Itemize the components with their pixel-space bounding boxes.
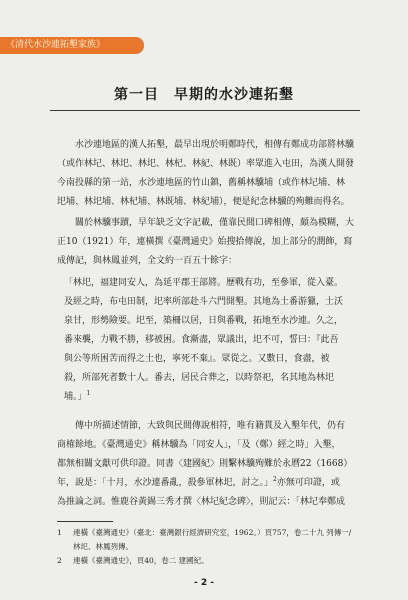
footnote-1-continuation [57, 540, 387, 554]
quote-line: 殺，所部死者數十人。番去，居民合葬之，以時祭祀，名其地為林圯 [64, 373, 335, 383]
footnote-ref-2: 2 [273, 476, 277, 483]
quote-line: 及經之時，布屯田制，圯率所部赴斗六門開墾。其地為土番游獵，土沃 [64, 297, 344, 307]
section-title: 第一目 早期的水沙連拓墾 [114, 87, 294, 103]
line-text-after-note: 亦無可印證，或 [276, 478, 340, 488]
footnotes [57, 526, 387, 568]
paragraph-line: 成傳記，與林鳳並列，全文約一百五十餘字： [57, 256, 238, 266]
block-quote [64, 274, 356, 407]
quote-line: 「林圯，福建同安人，為延平郡王部將。歷戰有功，至參軍，從入臺。 [64, 278, 344, 288]
paragraph-line: 都無相關文獻可供印證。同書〈建國紀〉則繫林驥殉難於永曆22（1668） [57, 459, 353, 469]
footnote-number: 2 [57, 556, 62, 565]
quote-closing-text: 埔。」 [64, 392, 87, 402]
title-underline-divider [50, 110, 360, 111]
footnote-divider [57, 521, 113, 522]
book-title-tab [0, 37, 144, 54]
footnote-ref-1: 1 [86, 390, 91, 397]
quote-line: 番來襲，力戰不勝，移被困。食漸盡，眾議出，圯不可，誓曰：『此吾 [64, 335, 339, 345]
paragraph-line [57, 474, 357, 493]
paragraph-3 [57, 417, 357, 512]
paragraph-2 [57, 214, 357, 271]
paragraph-line: 正10（1921）年，連橫撰《臺灣通史》始搜拾傳說，加上部分的潤飾，寫 [57, 237, 353, 247]
footnote-1 [57, 526, 387, 540]
footnote-text: 連橫《臺灣通史》，頁40，卷二 建國紀。 [73, 556, 209, 565]
paragraph-line: 關於林驥事蹟，早年缺乏文字記載，僅靠民間口碑相傳，頗為模糊，大 [75, 218, 355, 228]
paragraph-line: 圯埔、林圯埔、林杞埔、林既埔、林紀埔），便是紀念林驥的殉難而得名。 [57, 197, 350, 207]
book-title-label: 《清代水沙連拓墾家族》 [6, 40, 106, 50]
quote-line: 泉甘，形勢險要。圯至，築柵以居，日與番戰，拓地至水沙連。久之， [64, 316, 344, 326]
paragraph-line: 水沙連地區的漢人拓墾，最早出現於明鄭時代，相傳有鄭成功部將林驥 [75, 140, 355, 150]
quote-line [64, 388, 356, 407]
quote-line: 與公等所困苦而得之土也，寧死不棄』。眾從之。又數日，食盡，被 [64, 354, 330, 364]
paragraph-line: 為推論之詞。惟鹿谷黃錫三秀才撰〈林圮紀念碑〉，則記云：「林圮奉鄭成 [57, 497, 346, 507]
page-number: - 2 - [194, 578, 214, 588]
paragraph-1 [57, 136, 357, 212]
line-text-before-note: 年，說是：「十月，水沙連番亂，殺參軍林圯，討之。」 [57, 478, 274, 488]
footnote-2 [57, 554, 387, 568]
paragraph-line: 商榷餘地。《臺灣通史》稱林驥為「同安人」，「及（鄭）經之時」入墾， [57, 440, 341, 450]
paragraph-line: （或作林圮、林圯、林圯、林杞、林紀、林既）率眾進入屯田，為漢人開發 [57, 159, 355, 169]
paragraph-line: 今南投縣的第一站，水沙連地區的竹山鎮，舊稱林驥埔（或作林圮埔、林 [57, 178, 346, 188]
footnote-text: 林圯、林鳳列傳。 [73, 542, 133, 551]
paragraph-line: 傳中所描述情節，大致與民間傳說相符，唯有籍貫及入墾年代，仍有 [75, 421, 346, 431]
footnote-number: 1 [57, 528, 62, 537]
footnote-text: 連橫《臺灣通史》（臺北：臺灣銀行經濟研究室，1962。）頁757，卷二十九 列傳一/ [73, 528, 352, 537]
